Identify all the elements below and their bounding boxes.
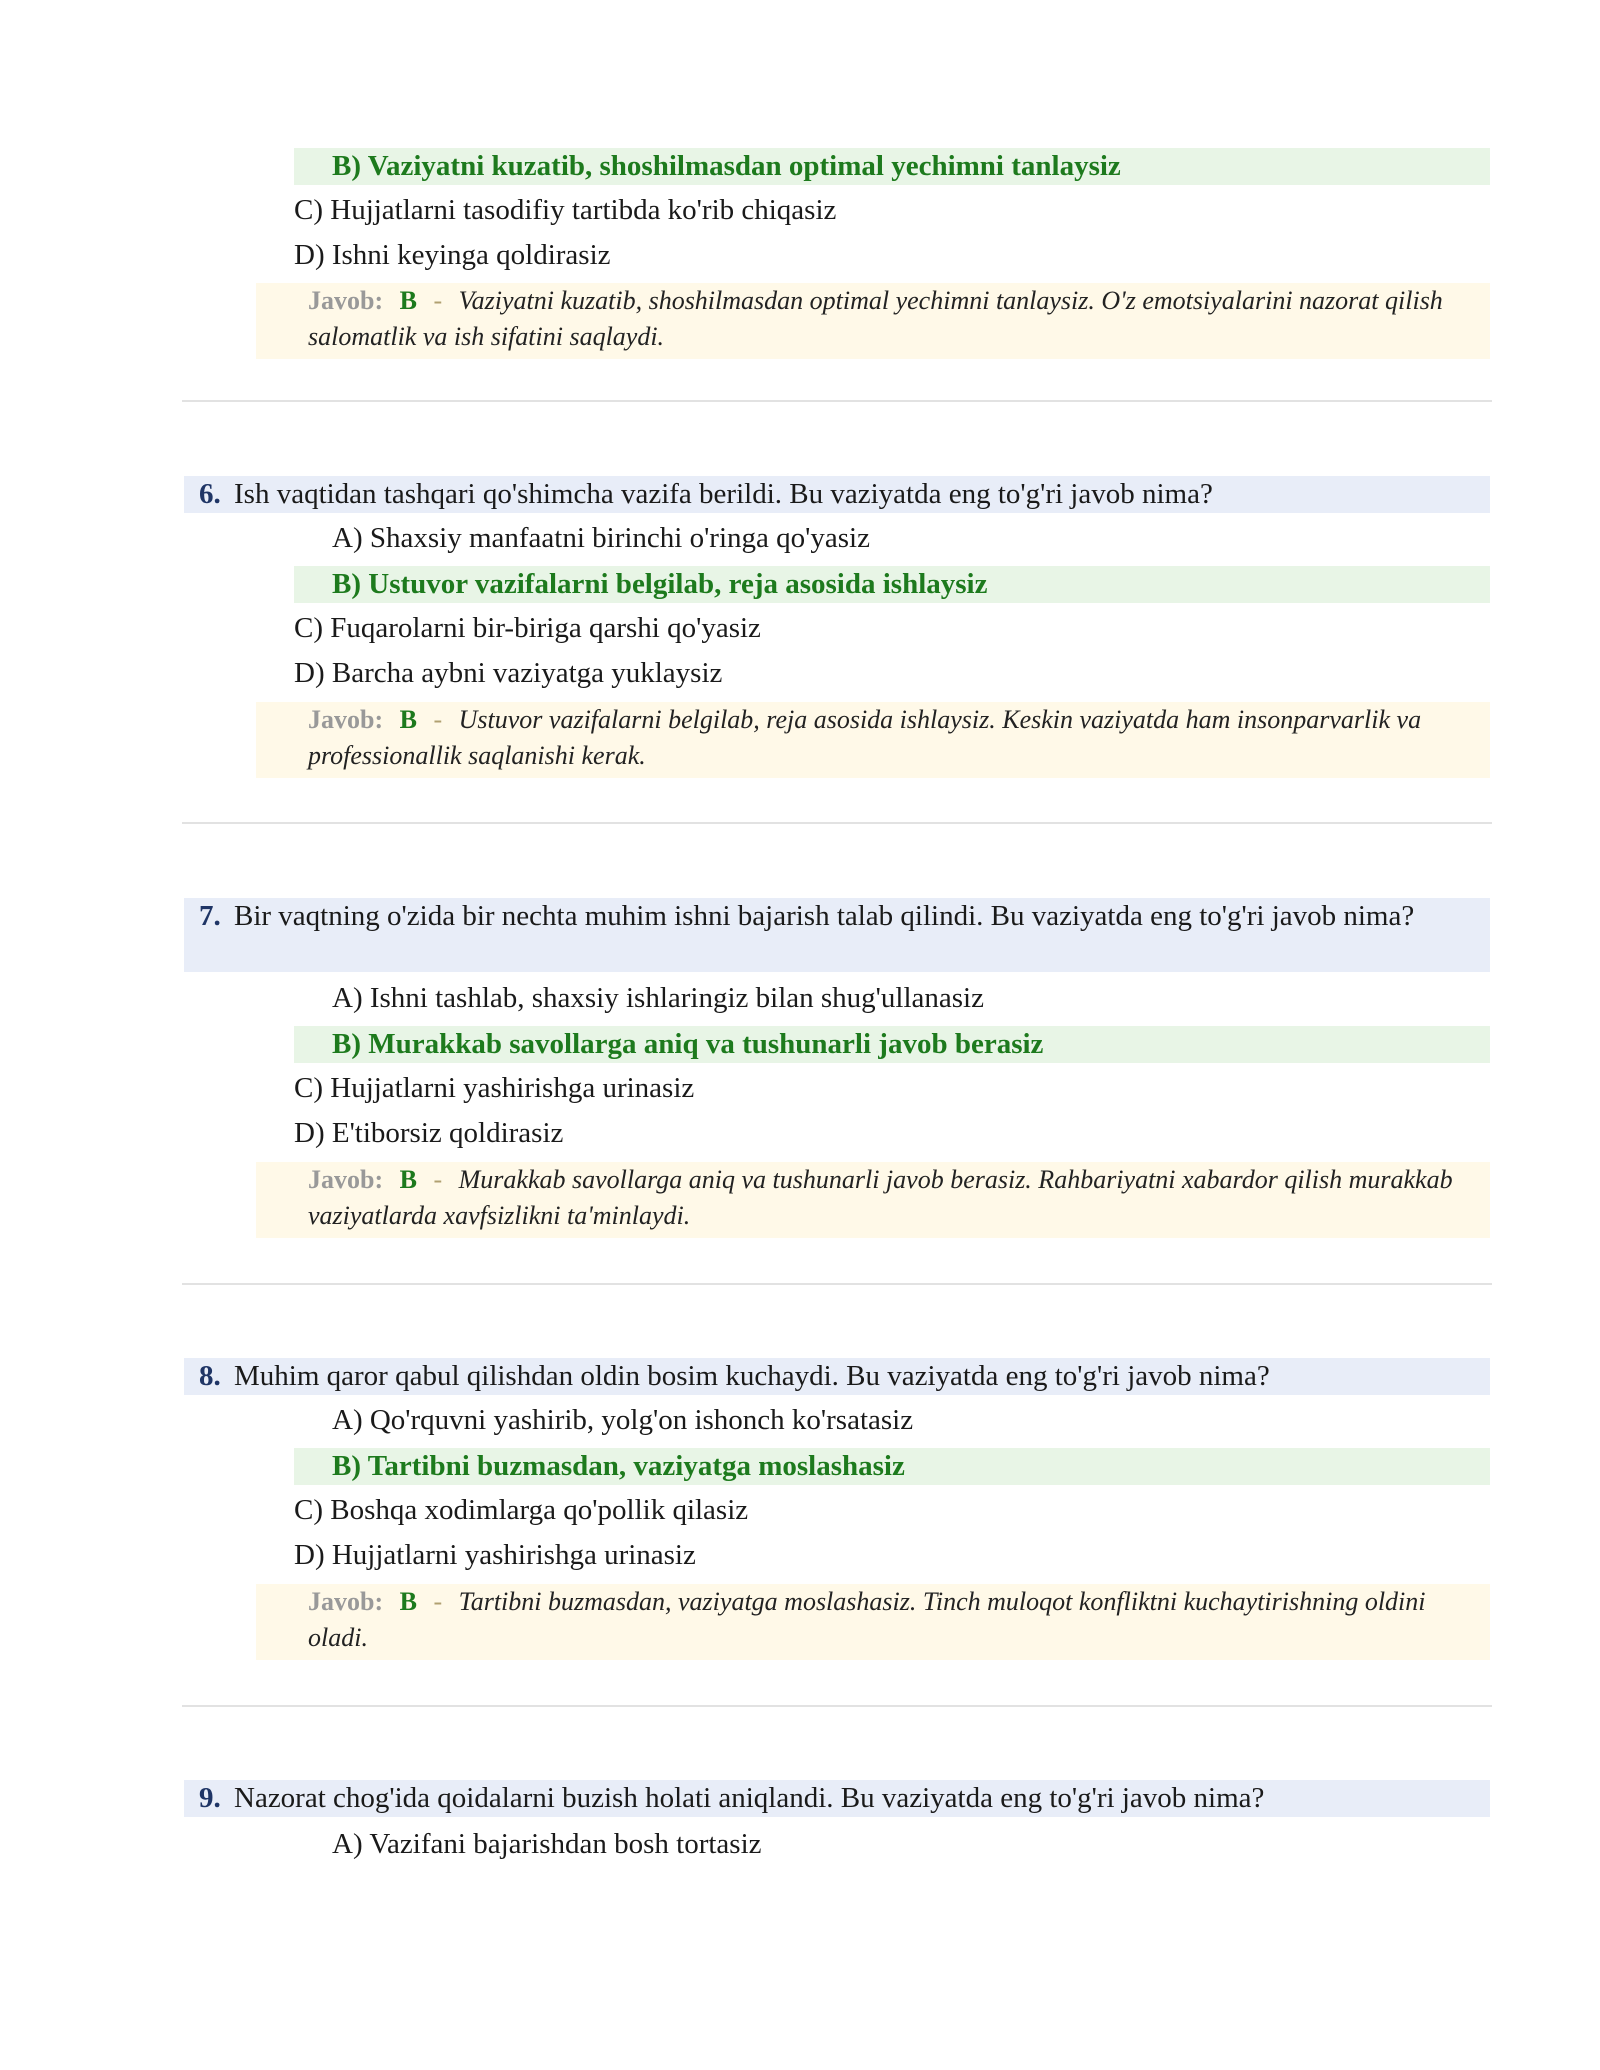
- q6-option-b-correct: B) Ustuvor vazifalarni belgilab, reja asosida ishlaysiz: [294, 566, 1490, 603]
- answer-explanation: Murakkab savollarga aniq va tushunarli javob berasiz. Rahbariyatni xabardor qilish murakkab vaziyatlarda xavfsizlikni ta'minlaydi.: [308, 1165, 1453, 1230]
- divider: [182, 400, 1492, 402]
- divider: [182, 1283, 1492, 1285]
- answer-label: Javob:: [308, 705, 384, 734]
- answer-letter: B: [399, 1587, 417, 1616]
- answer-explanation: Tartibni buzmasdan, vaziyatga moslashasiz. Tinch muloqot konfliktni kuchaytirishning oldini oladi.: [308, 1587, 1426, 1652]
- question-text: Bir vaqtning o'zida bir nechta muhim ishni bajarish talab qilindi. Bu vaziyatda eng to'g'ri javob nima?: [234, 900, 1415, 932]
- question-number: 9.: [199, 1782, 221, 1814]
- q5-option-b-correct: B) Vaziyatni kuzatib, shoshilmasdan optimal yechimni tanlaysiz: [294, 148, 1490, 185]
- question-text: Ish vaqtidan tashqari qo'shimcha vazifa berildi. Bu vaziyatda eng to'g'ri javob nima?: [234, 478, 1213, 510]
- q6-question: [184, 476, 1490, 513]
- q5-option-c: C) Hujjatlarni tasodifiy tartibda ko'rib chiqasiz: [294, 194, 837, 226]
- answer-label: Javob:: [308, 1165, 384, 1194]
- answer-dash: -: [433, 1587, 443, 1616]
- q8-answer-box: [256, 1584, 1490, 1660]
- answer-label: Javob:: [308, 286, 384, 315]
- answer-explanation: Vaziyatni kuzatib, shoshilmasdan optimal yechimni tanlaysiz. O'z emotsiyalarini nazorat qilish salomatlik va ish sifatini saqlaydi.: [308, 286, 1443, 351]
- question-text: Nazorat chog'ida qoidalarni buzish holati aniqlandi. Bu vaziyatda eng to'g'ri javob nima?: [234, 1782, 1265, 1814]
- answer-label: Javob:: [308, 1587, 384, 1616]
- q8-option-c: C) Boshqa xodimlarga qo'pollik qilasiz: [294, 1494, 749, 1526]
- answer-letter: B: [399, 286, 417, 315]
- q9-question: [184, 1780, 1490, 1817]
- question-number: 6.: [199, 478, 221, 510]
- q8-option-d: D) Hujjatlarni yashirishga urinasiz: [294, 1539, 696, 1571]
- q9-option-a: A) Vazifani bajarishdan bosh tortasiz: [332, 1828, 762, 1860]
- q8-option-b-correct: B) Tartibni buzmasdan, vaziyatga moslashasiz: [294, 1448, 1490, 1485]
- divider: [182, 822, 1492, 824]
- q7-option-d: D) E'tiborsiz qoldirasiz: [294, 1117, 564, 1149]
- q6-answer-box: [256, 702, 1490, 778]
- q6-option-c: C) Fuqarolarni bir-biriga qarshi qo'yasiz: [294, 612, 761, 644]
- q5-answer-box: [256, 283, 1490, 359]
- q7-question: [184, 898, 1490, 972]
- q6-option-a: A) Shaxsiy manfaatni birinchi o'ringa qo'yasiz: [332, 522, 870, 554]
- q5-option-d: D) Ishni keyinga qoldirasiz: [294, 239, 611, 271]
- q7-option-b-correct: B) Murakkab savollarga aniq va tushunarli javob berasiz: [294, 1026, 1490, 1063]
- question-number: 8.: [199, 1360, 221, 1392]
- q8-option-a: A) Qo'rquvni yashirib, yolg'on ishonch ko'rsatasiz: [332, 1404, 914, 1436]
- answer-letter: B: [399, 1165, 417, 1194]
- answer-dash: -: [433, 1165, 443, 1194]
- question-number: 7.: [199, 900, 221, 932]
- question-text: Muhim qaror qabul qilishdan oldin bosim kuchaydi. Bu vaziyatda eng to'g'ri javob nima?: [234, 1360, 1270, 1392]
- q6-option-d: D) Barcha aybni vaziyatga yuklaysiz: [294, 657, 723, 689]
- q7-option-c: C) Hujjatlarni yashirishga urinasiz: [294, 1072, 695, 1104]
- answer-dash: -: [433, 286, 443, 315]
- divider: [182, 1705, 1492, 1707]
- answer-letter: B: [399, 705, 417, 734]
- q7-option-a: A) Ishni tashlab, shaxsiy ishlaringiz bilan shug'ullanasiz: [332, 982, 984, 1014]
- q8-question: [184, 1358, 1490, 1395]
- q7-answer-box: [256, 1162, 1490, 1238]
- answer-explanation: Ustuvor vazifalarni belgilab, reja asosida ishlaysiz. Keskin vaziyatda ham insonparvarlik va professionallik saqlanishi kerak.: [308, 705, 1422, 770]
- answer-dash: -: [433, 705, 443, 734]
